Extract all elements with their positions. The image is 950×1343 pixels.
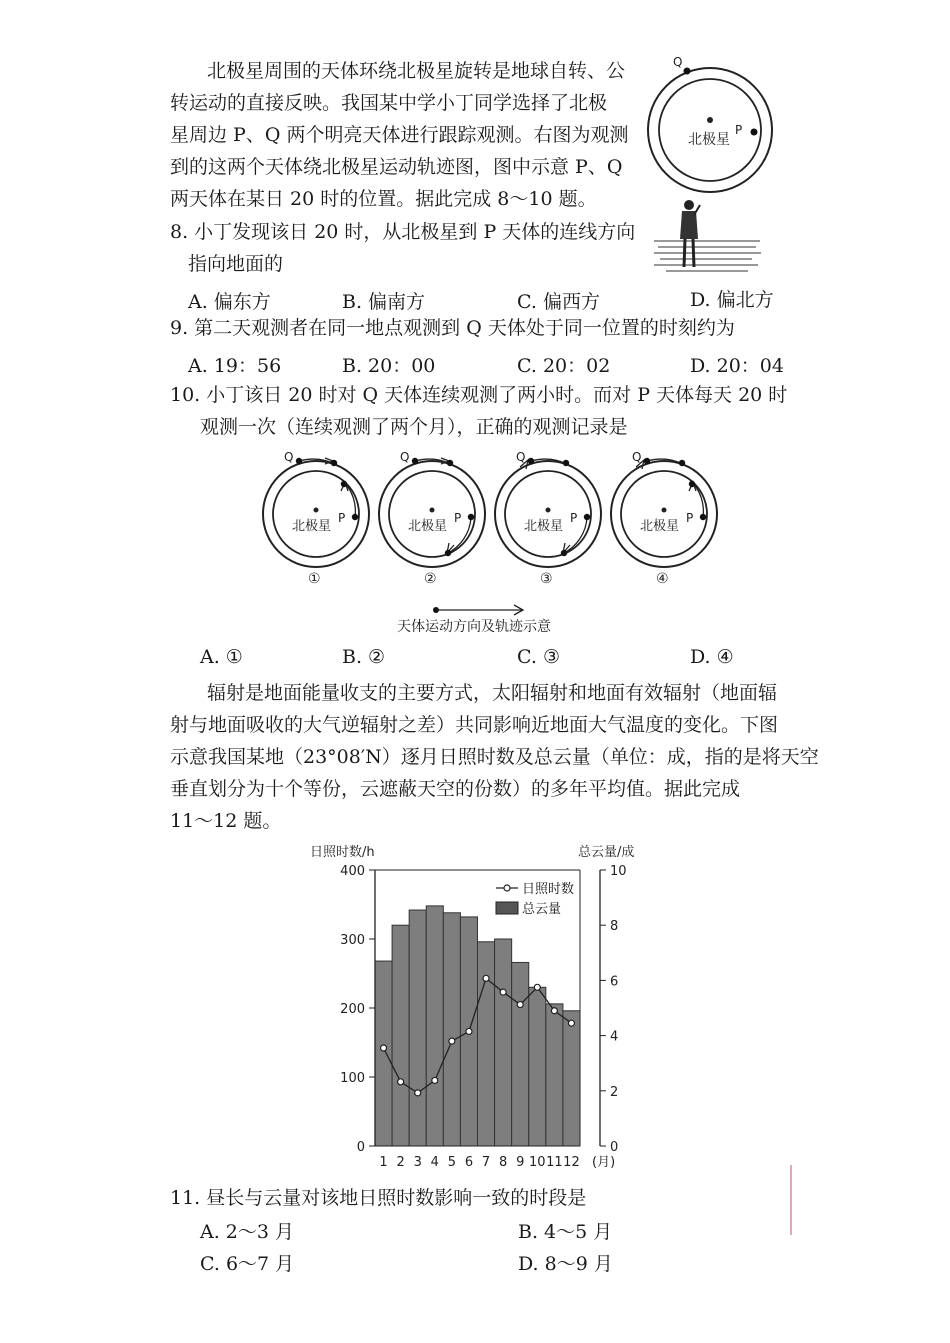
polaris-label: 北极星 <box>688 132 730 148</box>
q8-option-a[interactable]: A. 偏东方 <box>188 291 271 313</box>
x-tick-label-2: 2 <box>396 1155 405 1170</box>
sunshine-point-5 <box>449 1038 455 1044</box>
cloud-bar-3 <box>409 910 426 1146</box>
q9-option-c[interactable]: C. 20：02 <box>517 355 611 377</box>
passage2-line-1: 辐射是地面能量收支的主要方式，太阳辐射和地面有效辐射（地面辐 <box>207 682 778 704</box>
cloud-bar-7 <box>478 942 495 1146</box>
p-label: P <box>735 123 743 137</box>
sunshine-point-3 <box>415 1090 421 1096</box>
right-axis-title: 总云量/成 <box>578 845 635 860</box>
x-tick-label-4: 4 <box>430 1155 439 1170</box>
q8-option-b[interactable]: B. 偏南方 <box>342 291 426 313</box>
sunshine-point-6 <box>466 1028 472 1034</box>
legend-bar-swatch <box>496 902 518 914</box>
q8-option-d[interactable]: D. 偏北方 <box>690 289 774 311</box>
q9-option-a[interactable]: A. 19：56 <box>188 355 282 377</box>
polaris-orbit-figure <box>640 50 780 200</box>
q11-option-b[interactable]: B. 4～5 月 <box>518 1221 613 1243</box>
x-tick-label-10: 10 <box>529 1155 546 1170</box>
cloud-bar-2 <box>392 925 409 1146</box>
right-tick-label-4: 4 <box>610 1029 619 1045</box>
passage2-line-2: 射与地面吸收的大气逆辐射之差）共同影响近地面大气温度的变化。下图 <box>170 714 779 736</box>
q8-stem-line-2: 指向地面的 <box>188 253 284 275</box>
q10-diagram-4 <box>610 448 720 588</box>
legend-sunshine-label: 日照时数 <box>522 882 575 897</box>
svg-text:北极星: 北极星 <box>524 519 564 534</box>
margin-mark <box>790 1165 792 1235</box>
x-unit-label: (月) <box>592 1155 616 1170</box>
p-point <box>751 129 758 136</box>
motion-legend-caption: 天体运动方向及轨迹示意 <box>397 619 551 635</box>
cloud-bar-4 <box>426 906 443 1146</box>
passage1-line-5: 两天体在某日 20 时的位置。据此完成 8～10 题。 <box>170 188 597 210</box>
x-tick-label-1: 1 <box>379 1155 388 1170</box>
observer-sketch <box>652 197 764 275</box>
svg-text:北极星: 北极星 <box>408 519 448 534</box>
q9-stem: 9. 第二天观测者在同一地点观测到 Q 天体处于同一位置的时刻约为 <box>170 317 735 339</box>
left-tick-label-400: 400 <box>340 864 365 879</box>
passage1-line-4: 到的这两个天体绕北极星运动轨迹图，图中示意 P、Q <box>170 156 623 178</box>
x-tick-label-5: 5 <box>447 1155 457 1170</box>
cloud-bar-9 <box>512 962 529 1146</box>
motion-legend-arrow <box>430 603 530 617</box>
cloud-bar-10 <box>529 987 546 1146</box>
q11-option-a[interactable]: A. 2～3 月 <box>200 1221 295 1243</box>
x-tick-label-8: 8 <box>498 1155 508 1170</box>
x-tick-label-12: 12 <box>563 1155 580 1170</box>
left-tick-label-300: 300 <box>340 933 365 948</box>
right-tick-label-8: 8 <box>610 919 619 935</box>
left-tick-label-200: 200 <box>340 1002 365 1017</box>
svg-text:③: ③ <box>540 571 553 587</box>
cloud-bar-5 <box>443 913 460 1146</box>
sunshine-point-10 <box>534 984 540 990</box>
passage2-line-5: 11～12 题。 <box>170 810 282 832</box>
q10-stem-line-1: 10. 小丁该日 20 时对 Q 天体连续观测了两小时。而对 P 天体每天 20 时 <box>170 384 788 406</box>
svg-text:P: P <box>338 511 346 525</box>
x-tick-label-6: 6 <box>464 1155 474 1170</box>
q11-option-d[interactable]: D. 8～9 月 <box>518 1253 613 1275</box>
q9-option-d[interactable]: D. 20：04 <box>690 355 784 377</box>
sunshine-point-1 <box>381 1045 387 1051</box>
passage1-line-1: 北极星周围的天体环绕北极星旋转是地球自转、公 <box>207 60 626 82</box>
svg-text:P: P <box>686 511 694 525</box>
q11-stem: 11. 昼长与云量对该地日照时数影响一致的时段是 <box>170 1187 587 1209</box>
svg-text:Q: Q <box>400 450 410 464</box>
sunshine-point-4 <box>432 1077 438 1083</box>
svg-text:Q: Q <box>632 450 642 464</box>
sunshine-point-7 <box>483 975 489 981</box>
right-tick-label-0: 0 <box>610 1140 619 1155</box>
svg-text:北极星: 北极星 <box>292 519 332 534</box>
right-tick-label-2: 2 <box>610 1084 619 1100</box>
legend-cloud-label: 总云量 <box>522 902 562 917</box>
svg-text:P: P <box>570 511 578 525</box>
passage2-line-4: 垂直划分为十个等份，云遮蔽天空的份数）的多年平均值。据此完成 <box>170 778 741 800</box>
cloud-bar-11 <box>546 1004 563 1146</box>
sunshine-cloud-chart <box>300 838 660 1178</box>
q10-option-b[interactable]: B. ② <box>342 646 386 668</box>
q8-option-c[interactable]: C. 偏西方 <box>517 291 600 313</box>
x-tick-label-9: 9 <box>516 1155 525 1170</box>
sunshine-point-11 <box>551 1008 557 1014</box>
q10-diagram-1 <box>262 448 372 588</box>
q10-diagram-2 <box>378 448 488 588</box>
q10-stem-line-2: 观测一次（连续观测了两个月），正确的观测记录是 <box>200 416 628 438</box>
sunshine-point-2 <box>398 1079 404 1085</box>
x-tick-label-7: 7 <box>481 1155 491 1170</box>
svg-text:Q: Q <box>516 450 526 464</box>
left-axis-title: 日照时数/h <box>310 845 375 860</box>
svg-text:P: P <box>454 511 462 525</box>
cloud-bar-1 <box>375 961 392 1146</box>
svg-text:②: ② <box>424 571 437 587</box>
left-tick-label-0: 0 <box>356 1140 365 1155</box>
q9-option-b[interactable]: B. 20：00 <box>342 355 436 377</box>
passage1-line-3: 星周边 P、Q 两个明亮天体进行跟踪观测。右图为观测 <box>170 124 629 146</box>
svg-text:④: ④ <box>656 571 669 587</box>
sunshine-point-9 <box>517 1002 523 1008</box>
svg-text:北极星: 北极星 <box>640 519 680 534</box>
q-point <box>684 68 691 75</box>
right-tick-label-6: 6 <box>610 974 619 990</box>
cloud-bar-8 <box>495 939 512 1146</box>
q10-option-d[interactable]: D. ④ <box>690 646 734 668</box>
x-tick-label-11: 11 <box>546 1155 563 1170</box>
passage2-line-3: 示意我国某地（23°08′N）逐月日照时数及总云量（单位：成，指的是将天空 <box>170 746 819 768</box>
sunshine-point-8 <box>500 989 506 995</box>
legend-line-marker <box>504 885 510 891</box>
x-tick-label-3: 3 <box>413 1155 422 1170</box>
cloud-bar-12 <box>563 1011 580 1146</box>
q10-option-c[interactable]: C. ③ <box>517 646 560 668</box>
svg-text:Q: Q <box>284 450 294 464</box>
left-tick-label-100: 100 <box>340 1071 365 1086</box>
sunshine-point-12 <box>568 1020 574 1026</box>
q8-stem-line-1: 8. 小丁发现该日 20 时，从北极星到 P 天体的连线方向 <box>170 221 636 243</box>
q10-diagram-3 <box>494 448 604 588</box>
q10-option-a[interactable]: A. ① <box>200 646 243 668</box>
svg-text:①: ① <box>308 571 321 587</box>
passage1-line-2: 转运动的直接反映。我国某中学小丁同学选择了北极 <box>170 92 608 114</box>
right-tick-label-10: 10 <box>610 864 627 879</box>
q-label: Q <box>673 55 683 69</box>
q11-option-c[interactable]: C. 6～7 月 <box>200 1253 295 1275</box>
